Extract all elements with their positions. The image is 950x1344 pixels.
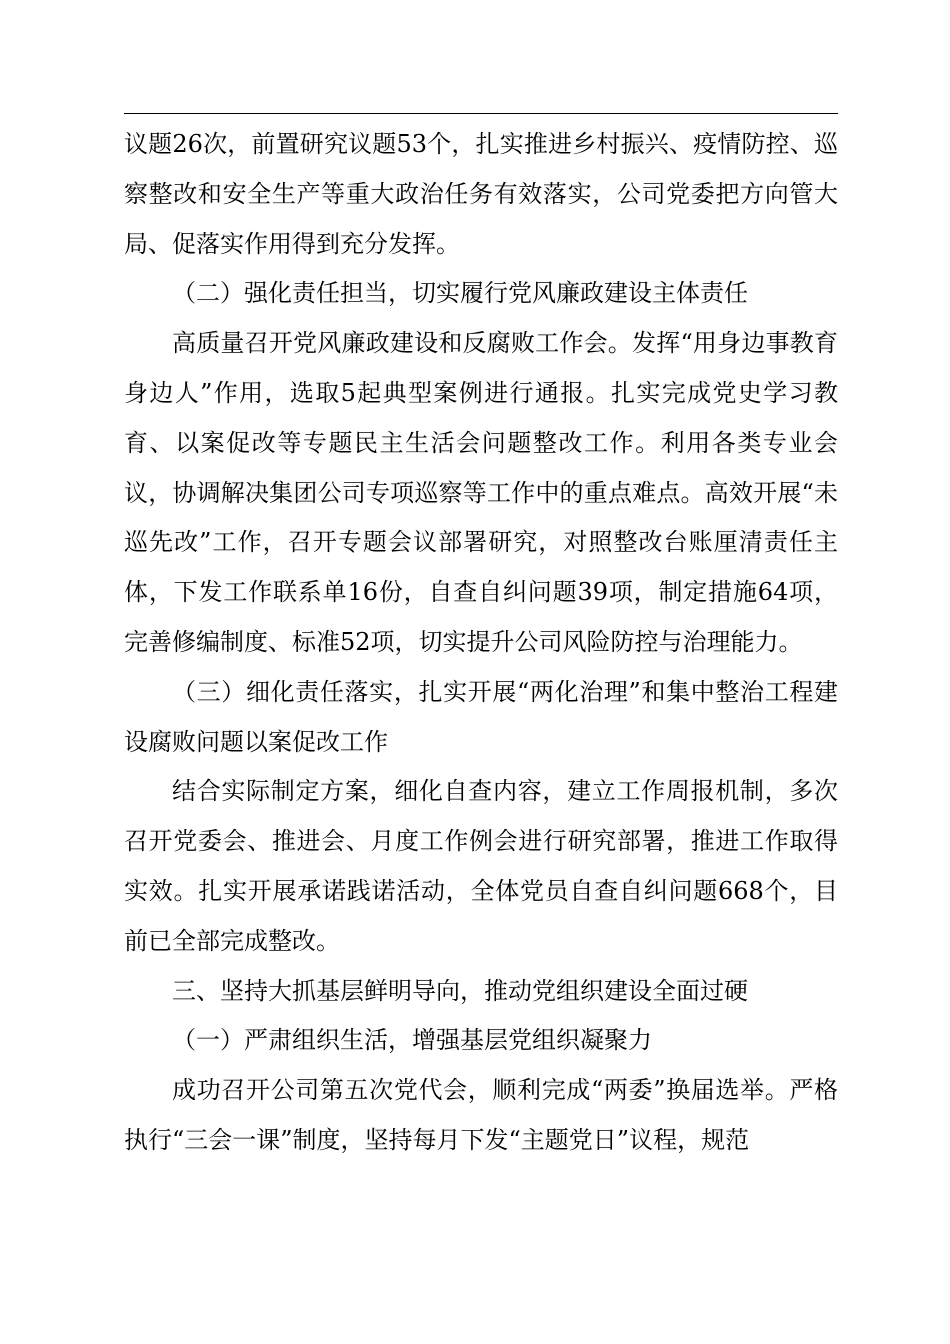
paragraph-continuation: 议题26次，前置研究议题53个，扎实推进乡村振兴、疫情防控、巡察整改和安全生产等重大政治任务有效落实，公司党委把方向管大局、促落实作用得到充分发挥。 [124, 130, 838, 258]
section-heading-3-1: （一）严肃组织生活，增强基层党组织凝聚力 [172, 1026, 652, 1055]
chapter-heading-3: 三、坚持大抓基层鲜明导向，推动党组织建设全面过硬 [172, 976, 748, 1005]
document-body [124, 120, 838, 1166]
paragraph-party-congress: 成功召开公司第五次党代会，顺利完成“两委”换届选举。严格执行“三会一课”制度，坚持每月下发“主题党日”议程，规范 [124, 1076, 838, 1154]
paragraph-anti-corruption: 高质量召开党风廉政建设和反腐败工作会。发挥“用身边事教育身边人”作用，选取5起典型案例进行通报。扎实完成党史学习教育、以案促改等专题民主生活会问题整改工作。利用各类专业会议，协调解决集团公司专项巡察等工作中的重点难点。高效开展“未巡先改”工作，召开专题会议部署研究，对照整改台账厘清责任主体，下发工作联系单16份，自查自纠问题39项，制定措施64项，完善修编制度、标准52项，切实提升公司风险防控与治理能力。 [124, 329, 838, 656]
paragraph-rectification: 结合实际制定方案，细化自查内容，建立工作周报机制，多次召开党委会、推进会、月度工作例会进行研究部署，推进工作取得实效。扎实开展承诺践诺活动，全体党员自查自纠问题668个，目前已全部完成整改。 [124, 777, 838, 955]
header-rule [124, 113, 838, 114]
section-heading-2: （二）强化责任担当，切实履行党风廉政建设主体责任 [172, 279, 748, 308]
section-heading-3: （三）细化责任落实，扎实开展“两化治理”和集中整治工程建设腐败问题以案促改工作 [124, 677, 838, 756]
